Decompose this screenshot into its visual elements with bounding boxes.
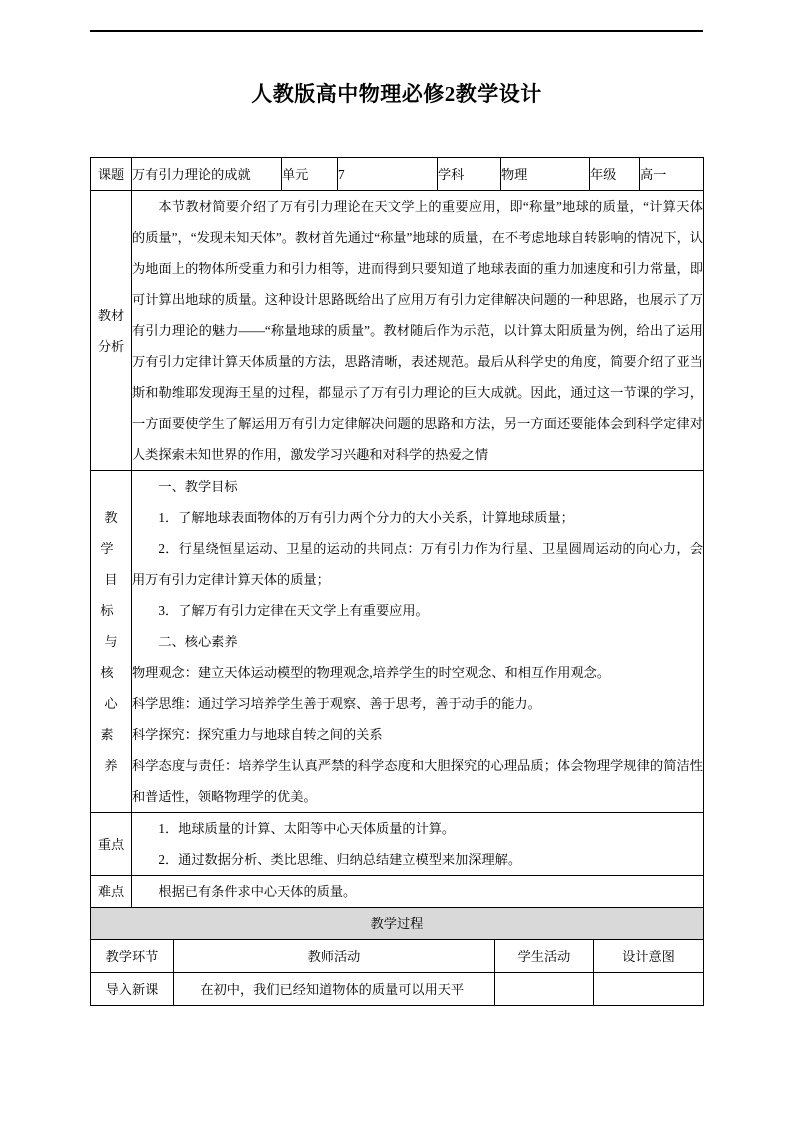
table-row-info xyxy=(91,158,704,191)
process-header-stage: 教学环节 xyxy=(91,940,174,973)
label-objectives-line5: 养 xyxy=(104,758,126,773)
value-grade: 高一 xyxy=(640,158,704,191)
label-difficult-points: 难点 xyxy=(91,876,132,908)
value-subject: 物理 xyxy=(501,158,590,191)
label-objectives-line3: 与核 xyxy=(100,634,126,680)
label-objectives-line2: 目标 xyxy=(100,572,126,618)
label-material-analysis-line2: 分析 xyxy=(97,338,125,354)
literacy-item-4: 科学态度与责任：培养学生认真严禁的科学态度和大胆探究的心理品质；体会物理学规律的简洁性和普适性，领略物理学的优美。 xyxy=(132,758,703,804)
objectives-item-1: 1．了解地球表面物体的万有引力两个分力的大小关系，计算地球质量； xyxy=(158,510,574,525)
literacy-item-3: 科学探究：探究重力与地球自转之间的关系 xyxy=(132,727,383,742)
process-header-teacher: 教师活动 xyxy=(174,940,495,973)
key-point-1: 1．地球质量的计算、太阳等中心天体质量的计算。 xyxy=(158,821,456,836)
cell-objectives-literacy xyxy=(132,471,704,813)
table-row-process-banner xyxy=(91,908,704,940)
process-table-header-row xyxy=(91,940,704,973)
literacy-item-1: 物理观念：建立天体运动模型的物理观念,培养学生的时空观念、和相互作用观念。 xyxy=(132,665,611,680)
process-header-intent: 设计意图 xyxy=(594,940,704,973)
objectives-item-3: 3．了解万有引力定律在天文学上有重要应用。 xyxy=(158,603,429,618)
label-objectives-line1: 教学 xyxy=(100,510,126,556)
key-point-2: 2．通过数据分析、类比思维、归纳总结建立模型来加深理解。 xyxy=(158,852,522,867)
process-header-student: 学生活动 xyxy=(495,940,594,973)
process-cell-student xyxy=(495,973,594,1006)
label-key-points: 重点 xyxy=(91,813,132,876)
table-row-key-points xyxy=(91,813,704,876)
cell-material-analysis xyxy=(132,191,704,471)
table-row-difficult-points xyxy=(91,876,704,908)
label-grade: 年级 xyxy=(590,158,640,191)
process-cell-stage: 导入新课 xyxy=(91,973,174,1006)
table-row-analysis xyxy=(91,191,704,471)
lesson-plan-table xyxy=(90,157,704,940)
label-objectives-line4: 心素 xyxy=(100,696,126,742)
difficult-point-text: 根据已有条件求中心天体的质量。 xyxy=(158,884,357,899)
cell-difficult-points xyxy=(132,876,704,908)
literacy-item-2: 科学思维：通过学习培养学生善于观察、善于思考，善于动手的能力。 xyxy=(132,696,541,711)
lesson-plan-table-wrapper xyxy=(90,157,703,1006)
value-topic: 万有引力理论的成就 xyxy=(132,158,282,191)
page-header-rule xyxy=(90,30,703,32)
label-topic: 课题 xyxy=(91,158,132,191)
process-cell-teacher: 在初中，我们已经知道物体的质量可以用天平 xyxy=(174,973,495,1006)
material-analysis-text: 本节教材简要介绍了万有引力理论在天文学上的重要应用，即“称量”地球的质量，“计算天体的质量”，“发现未知天体”。教材首先通过“称量”地球的质量，在不考虑地球自转影响的情况下，认为地面上的物体所受重力和引力相等，进而得到只要知道了地球表面的重力加速度和引力常量，即可计算出地球的质量。这种设计思路既给出了应用万有引力定律解决问题的一种思路，也展示了万有引力理论的魅力——“称量地球的质量”。教材随后作为示范，以计算太阳质量为例，给出了运用万有引力定律计算天体质量的方法，思路清晰，表述规范。最后从科学史的角度，简要介绍了亚当斯和勒维耶发现海王星的过程，都显示了万有引力理论的巨大成就。因此，通过这一节课的学习，一方面要使学生了解运用万有引力定律解决问题的思路和方法，另一方面还要能体会到科学定律对人类探索未知世界的作用，激发学习兴趣和对科学的热爱之情 xyxy=(132,199,703,462)
label-material-analysis xyxy=(91,191,132,471)
process-table xyxy=(90,939,704,1006)
table-row-objectives xyxy=(91,471,704,813)
label-objectives-literacy xyxy=(91,471,132,813)
label-unit: 单元 xyxy=(282,158,338,191)
objectives-heading-1: 一、教学目标 xyxy=(158,479,238,494)
objectives-heading-2: 二、核心素养 xyxy=(158,634,238,649)
table-row xyxy=(91,973,704,1006)
cell-key-points xyxy=(132,813,704,876)
label-subject: 学科 xyxy=(438,158,501,191)
value-unit: 7 xyxy=(338,158,438,191)
objectives-item-2: 2．行星绕恒星运动、卫星的运动的共同点：万有引力作为行星、卫星圆周运动的向心力，会用万有引力定律计算天体的质量； xyxy=(132,541,703,587)
page-title: 人教版高中物理必修2教学设计 xyxy=(251,82,542,106)
process-cell-intent xyxy=(594,973,704,1006)
process-banner: 教学过程 xyxy=(91,908,704,940)
label-material-analysis-line1: 教材 xyxy=(97,307,125,323)
